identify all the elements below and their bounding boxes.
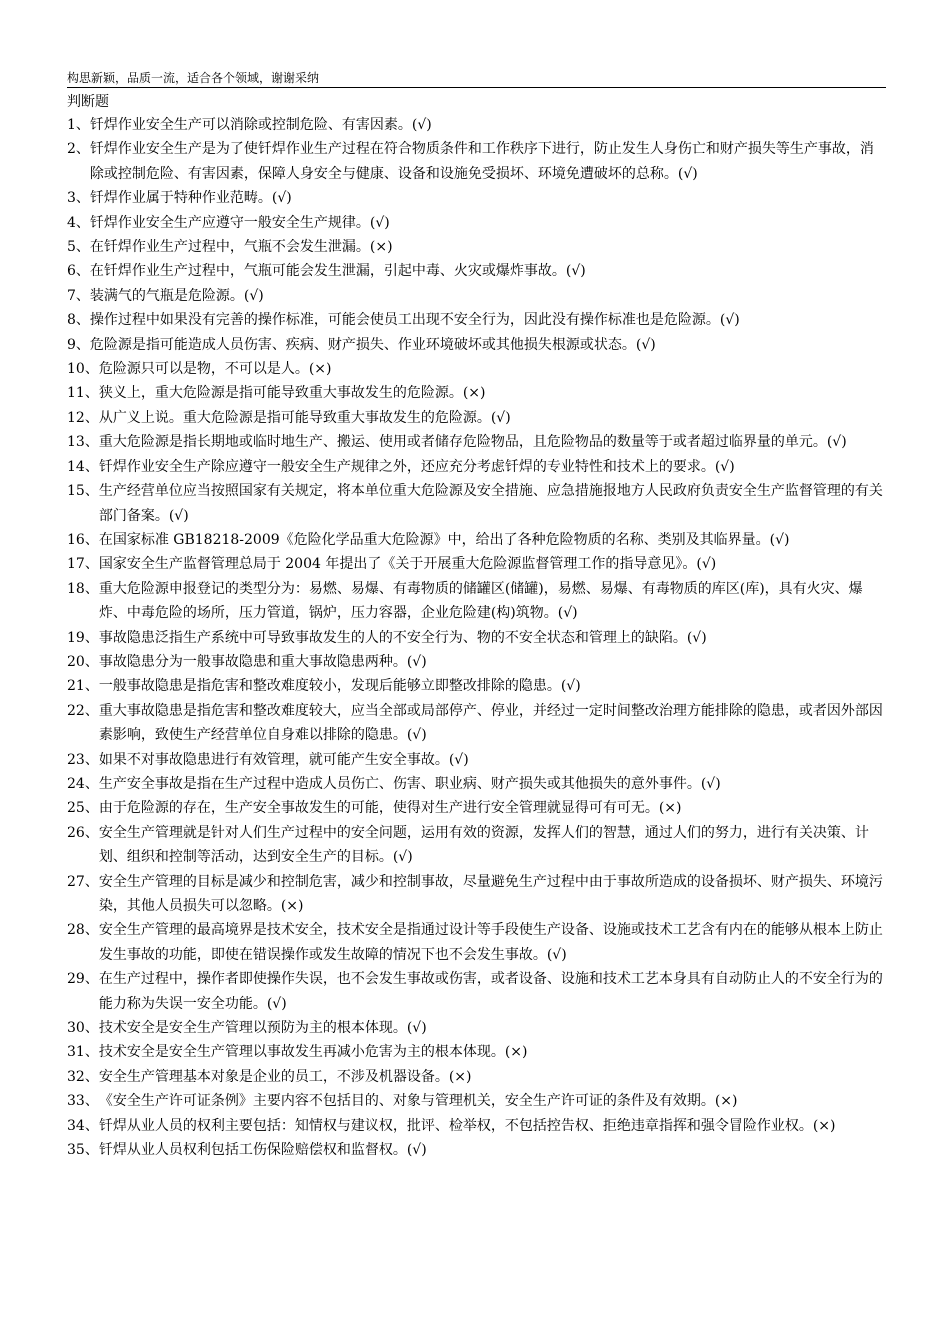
question-item [67,235,886,259]
question-text: 重大事故隐患是指危害和整改难度较大，应当全部或局部停产、停业，并经过一定时间整改治理方能排除的隐患，或者因外部因素影响，致使生产经营单位自身难以排除的隐患。(√) [98,702,883,744]
question-text: 技术安全是安全生产管理以预防为主的根本体现。(√) [98,1020,427,1037]
question-number: 24、 [67,775,99,792]
question-item [67,479,886,528]
question-text: 钎焊作业安全生产应遵守一般安全生产规律。(√) [89,214,390,231]
question-number: 4、 [67,214,90,231]
question-item [67,870,886,919]
question-number: 28、 [67,922,99,939]
question-item [67,528,886,552]
question-text: 操作过程中如果没有完善的操作标准，可能会使员工出现不安全行为，因此没有操作标准也是危险源。(√) [89,312,740,329]
question-number: 9、 [67,336,90,353]
question-item [67,113,886,137]
question-item [67,1089,886,1113]
question-number: 20、 [67,653,99,670]
question-number: 1、 [67,117,90,133]
question-number: 7、 [67,287,90,304]
question-text: 事故隐患泛指生产系统中可导致事故发生的人的不安全行为、物的不安全状态和管理上的缺陷。(√) [98,629,707,646]
question-number: 26、 [67,824,99,841]
question-number: 18、 [67,580,99,597]
question-text: 事故隐患分为一般事故隐患和重大事故隐患两种。(√) [98,653,427,670]
question-text: 一般事故隐患是指危害和整改难度较小，发现后能够立即整改排除的隐患。(√) [98,678,581,695]
question-item [67,918,886,967]
question-number: 25、 [67,800,99,817]
question-item [67,259,886,283]
question-item [67,308,886,332]
question-number: 5、 [67,239,90,256]
question-item [67,772,886,796]
question-list [67,113,886,1162]
question-text: 在钎焊作业生产过程中，气瓶可能会发生泄漏，引起中毒、火灾或爆炸事故。(√) [89,263,586,280]
question-number: 8、 [67,312,90,329]
question-number: 32、 [67,1068,99,1085]
question-text: 在国家标准 GB18218-2009《危险化学品重大危险源》中，给出了各种危险物质的名称、类别及其临界量。(√) [98,531,790,548]
question-number: 35、 [67,1142,99,1159]
question-text: 安全生产管理的目标是减少和控制危害，减少和控制事故，尽量避免生产过程中由于事故所造成的设备损坏、财产损失、环境污染，其他人员损失可以忽略。(×) [98,873,883,914]
question-item [67,674,886,698]
question-text: 装满气的气瓶是危险源。(√) [89,287,264,304]
question-item [67,357,886,381]
question-item [67,1016,886,1040]
question-number: 16、 [67,531,99,548]
question-number: 19、 [67,629,99,646]
question-text: 生产经营单位应当按照国家有关规定，将本单位重大危险源及安全措施、应急措施报地方人民政府负责安全生产监督管理的有关部门备案。(√) [98,483,883,524]
question-number: 21、 [67,678,99,695]
question-text: 狭义上，重大危险源是指可能导致重大事故发生的危险源。(×) [98,385,486,402]
question-number: 33、 [67,1093,99,1110]
question-item [67,1065,886,1089]
question-item [67,552,886,576]
question-text: 在钎焊作业生产过程中，气瓶不会发生泄漏。(×) [89,239,393,256]
question-text: 钎焊从业人员权利包括工伤保险赔偿权和监督权。(√) [98,1142,427,1159]
question-text: 安全生产管理的最高境界是技术安全，技术安全是指通过设计等手段使生产设备、设施或技术工艺含有内在的能够从根本上防止发生事故的功能，即使在错误操作或发生故障的情况下也不会发生事故。(√) [98,922,883,963]
question-number: 29、 [67,971,99,988]
question-number: 13、 [67,434,99,451]
question-number: 15、 [67,483,99,500]
question-number: 11、 [67,385,99,402]
question-number: 31、 [67,1044,99,1061]
question-text: 由于危险源的存在，生产安全事故发生的可能，使得对生产进行安全管理就显得可有可无。(×) [98,800,682,817]
question-item [67,821,886,870]
question-number: 2、 [67,141,90,158]
question-text: 钎焊作业属于特种作业范畴。(√) [89,190,292,207]
question-text: 安全生产管理就是针对人们生产过程中的安全问题，运用有效的资源，发挥人们的智慧，通过人们的努力，进行有关决策、计划、组织和控制等活动，达到安全生产的目标。(√) [98,824,869,866]
question-item [67,406,886,430]
section-title: 判断题 [67,94,109,110]
question-number: 6、 [67,263,90,280]
question-number: 22、 [67,702,99,719]
question-text: 技术安全是安全生产管理以事故发生再减小危害为主的根本体现。(×) [98,1044,528,1061]
question-text: 钎焊作业安全生产可以消除或控制危险、有害因素。(√) [89,117,432,133]
question-text: 安全生产管理基本对象是企业的员工，不涉及机器设备。(×) [98,1068,472,1085]
question-item [67,1138,886,1162]
question-number: 30、 [67,1020,99,1037]
question-item [67,748,886,772]
question-number: 14、 [67,458,99,475]
question-item [67,137,886,186]
question-text: 从广义上说。重大危险源是指可能导致重大事故发生的危险源。(√) [98,409,511,426]
question-item [67,430,886,454]
question-number: 23、 [67,751,99,768]
question-number: 12、 [67,409,99,426]
question-item [67,1040,886,1064]
question-text: 重大危险源是指长期地或临时地生产、搬运、使用或者储存危险物品，且危险物品的数量等于或者超过临界量的单元。(√) [98,434,847,451]
question-item [67,577,886,626]
question-item [67,333,886,357]
question-text: 生产安全事故是指在生产过程中造成人员伤亡、伤害、职业病、财产损失或其他损失的意外事件。(√) [98,775,721,792]
question-text: 在生产过程中，操作者即使操作失误，也不会发生事故或伤害，或者设备、设施和技术工艺本身具有自动防止人的不安全行为的能力称为失误一安全功能。(√) [98,971,883,1012]
question-item [67,186,886,210]
question-item [67,455,886,479]
question-text: 危险源只可以是物，不可以是人。(×) [98,361,332,378]
question-item [67,796,886,820]
question-text: 钎焊作业安全生产除应遵守一般安全生产规律之外，还应充分考虑钎焊的专业特性和技术上的要求。(√) [98,458,735,475]
question-text: 《安全生产许可证条例》主要内容不包括目的、对象与管理机关，安全生产许可证的条件及有效期。(×) [98,1093,738,1110]
question-item [67,967,886,1016]
page-header: 构思新颖，品质一流，适合各个领域，谢谢采纳 [67,70,886,88]
question-text: 如果不对事故隐患进行有效管理，就可能产生安全事故。(√) [98,751,469,768]
question-text: 钎焊从业人员的权利主要包括：知情权与建议权，批评、检举权，不包括控告权、拒绝违章指挥和强令冒险作业权。(×) [98,1117,836,1134]
question-item [67,211,886,235]
question-number: 27、 [67,873,99,890]
question-number: 17、 [67,556,99,573]
question-item [67,381,886,405]
question-item [67,699,886,748]
question-item [67,1114,886,1138]
question-item [67,626,886,650]
question-item [67,650,886,674]
question-item [67,284,886,308]
question-text: 危险源是指可能造成人员伤害、疾病、财产损失、作业环境破坏或其他损失根源或状态。(√) [89,336,656,353]
question-number: 34、 [67,1117,99,1134]
question-text: 钎焊作业安全生产是为了使钎焊作业生产过程在符合物质条件和工作秩序下进行，防止发生人身伤亡和财产损失等生产事故，消除或控制危险、有害因素，保障人身安全与健康、设备和设施免受损坏、环境免遭破坏的总称。(√) [89,141,874,182]
question-text: 重大危险源申报登记的类型分为：易燃、易爆、有毒物质的储罐区(储罐)，易燃、易爆、有毒物质的库区(库)，具有火灾、爆炸、中毒危险的场所，压力管道，锅炉，压力容器，企业危险建(构)筑物。(√) [98,580,863,622]
question-text: 国家安全生产监督管理总局于 2004 年提出了《关于开展重大危险源监督管理工作的指导意见》。(√) [98,556,717,573]
question-number: 10、 [67,361,99,378]
question-number: 3、 [67,190,90,207]
